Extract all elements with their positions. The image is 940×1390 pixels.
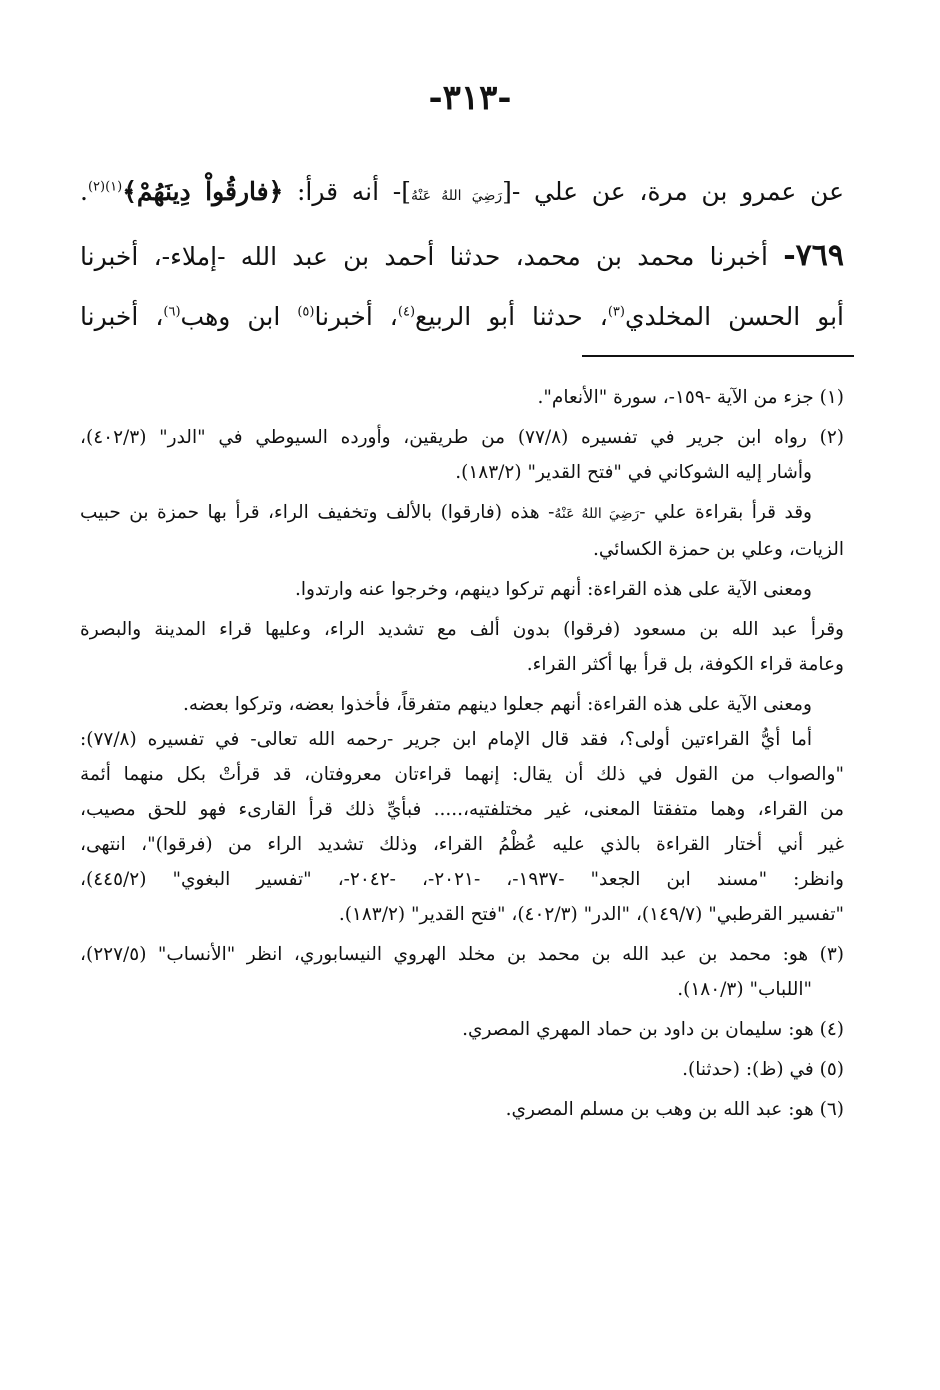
footnote-2-line: غير أني أختار القراءة بالذي عليه عُظْمُ القراء، وذلك تشديد الراء من (فرقوا)"، انتهى، [80, 834, 844, 855]
footnote-text-segment: - هذه (فارقوا) بالألف وتخفيف الراء، قرأ بها حمزة بن حبيب [80, 502, 555, 523]
footnote-6: (٦) هو: عبد الله بن وهب بن مسلم المصري. [505, 1099, 844, 1120]
main-text-segment: . [80, 177, 88, 206]
main-text-segment: ]- أنه قرأ: [283, 177, 411, 206]
main-text-segment: ، حدثنا أبو الربيع [415, 302, 608, 331]
footnote-ref: (١)(٢) [87, 179, 123, 195]
main-line-3 [80, 287, 844, 347]
footnote-5: (٥) في (ظ): (حدثنا). [682, 1059, 844, 1080]
footnote-2-line [80, 495, 844, 532]
footnote-ref: (٥) [297, 304, 315, 320]
footnote-2-line: وانظر: "مسند ابن الجعد" -١٩٣٧-، -٢٠٢١-، -٢٠٤٢-، "تفسير البغوي" (٤٤٥/٢)، [80, 869, 844, 890]
footnote-2-line: "تفسير القرطبي" (١٤٩/٧)، "الدر" (٤٠٢/٣)، "فتح القدير" (١٨٣/٢). [338, 904, 844, 925]
honorific-glyph: رَضِيَ اللهُ عَنْهُ [410, 188, 503, 204]
honorific-glyph: رَضِيَ اللهُ عَنْهُ [554, 506, 640, 522]
footnote-3: (٣) هو: محمد بن عبد الله بن محمد بن مخلد الهروي النيسابوري، انظر "الأنساب" (٢٢٧/٥)، [80, 944, 844, 965]
footnote-1: (١) جزء من الآية -١٥٩-، سورة "الأنعام". [537, 387, 844, 408]
footnote-ref: (٤) [397, 304, 416, 320]
footnote-2-line: وقرأ عبد الله بن مسعود (فرقوا) بدون ألف مع تشديد الراء، وعليها قراء المدينة والبصرة [80, 619, 844, 640]
footnote-2-line: "والصواب من القول في ذلك أن يقال: إنهما قراءتان معروفتان، قد قرأتْ بكل منهما أئمة [80, 764, 844, 785]
main-line-2 [80, 226, 844, 287]
footnote-4: (٤) هو: سليمان بن داود بن حماد المهري المصري. [462, 1019, 844, 1040]
footnote-divider [582, 355, 854, 357]
main-text-segment: أبو الحسن المخلدي [624, 302, 844, 331]
footnote-text-segment: وقد قرأ بقراءة علي - [639, 502, 812, 523]
main-text-segment: ابن وهب [180, 302, 298, 331]
main-text-segment: ، أخبرنا [80, 302, 164, 331]
main-text-segment: أخبرنا محمد بن محمد، حدثنا أحمد بن عبد الله -إملاء-، أخبرنا [80, 242, 784, 271]
quran-quote: ﴿فارقُواْ دِينَهُمْ﴾ [122, 177, 284, 206]
main-line-1 [80, 162, 844, 226]
footnote-2-line: من القراء، وهما متفقتا المعنى، غير مختلفتيه،..... فبأيِّ ذلك قرأ القارىء فهو للحق مصيب، [80, 799, 844, 820]
footnote-2-line: وعامة قراء الكوفة، بل قرأ بها أكثر القراء. [526, 654, 844, 675]
main-text-segment: عن عمرو بن مرة، عن علي -[ [502, 177, 845, 206]
main-text [80, 162, 844, 347]
hadith-number: ٧٦٩- [783, 238, 844, 273]
footnote-ref: (٦) [163, 304, 181, 320]
footnote-ref: (٣) [607, 304, 625, 320]
footnote-2-line: ومعنى الآية على هذه القراءة: أنهم تركوا دينهم، وخرجوا عنه وارتدوا. [294, 579, 812, 600]
footnote-2-line: الزيات، وعلي بن حمزة الكسائي. [592, 539, 844, 560]
page-number: -٣١٣- [428, 78, 512, 118]
footnote-2-line: وأشار إليه الشوكاني في "فتح القدير" (١٨٣/٢). [455, 462, 812, 483]
main-text-segment: ، أخبرنا [314, 302, 398, 331]
footnote-2: (٢) رواه ابن جرير في تفسيره (٧٧/٨) من طريقين، وأورده السيوطي في "الدر" (٤٠٢/٣)، [80, 427, 844, 448]
footnotes [80, 380, 844, 1127]
footnote-2-line: أما أيُّ القراءتين أولى؟، فقد قال الإمام ابن جرير -رحمه الله تعالى- في تفسيره (٧٧/٨): [80, 729, 812, 750]
footnote-2-line: ومعنى الآية على هذه القراءة: أنهم جعلوا دينهم متفرقاً، فأخذوا بعضه، وتركوا بعضه. [183, 694, 812, 715]
footnote-3-line: "اللباب" (١٨٠/٣). [677, 979, 812, 1000]
